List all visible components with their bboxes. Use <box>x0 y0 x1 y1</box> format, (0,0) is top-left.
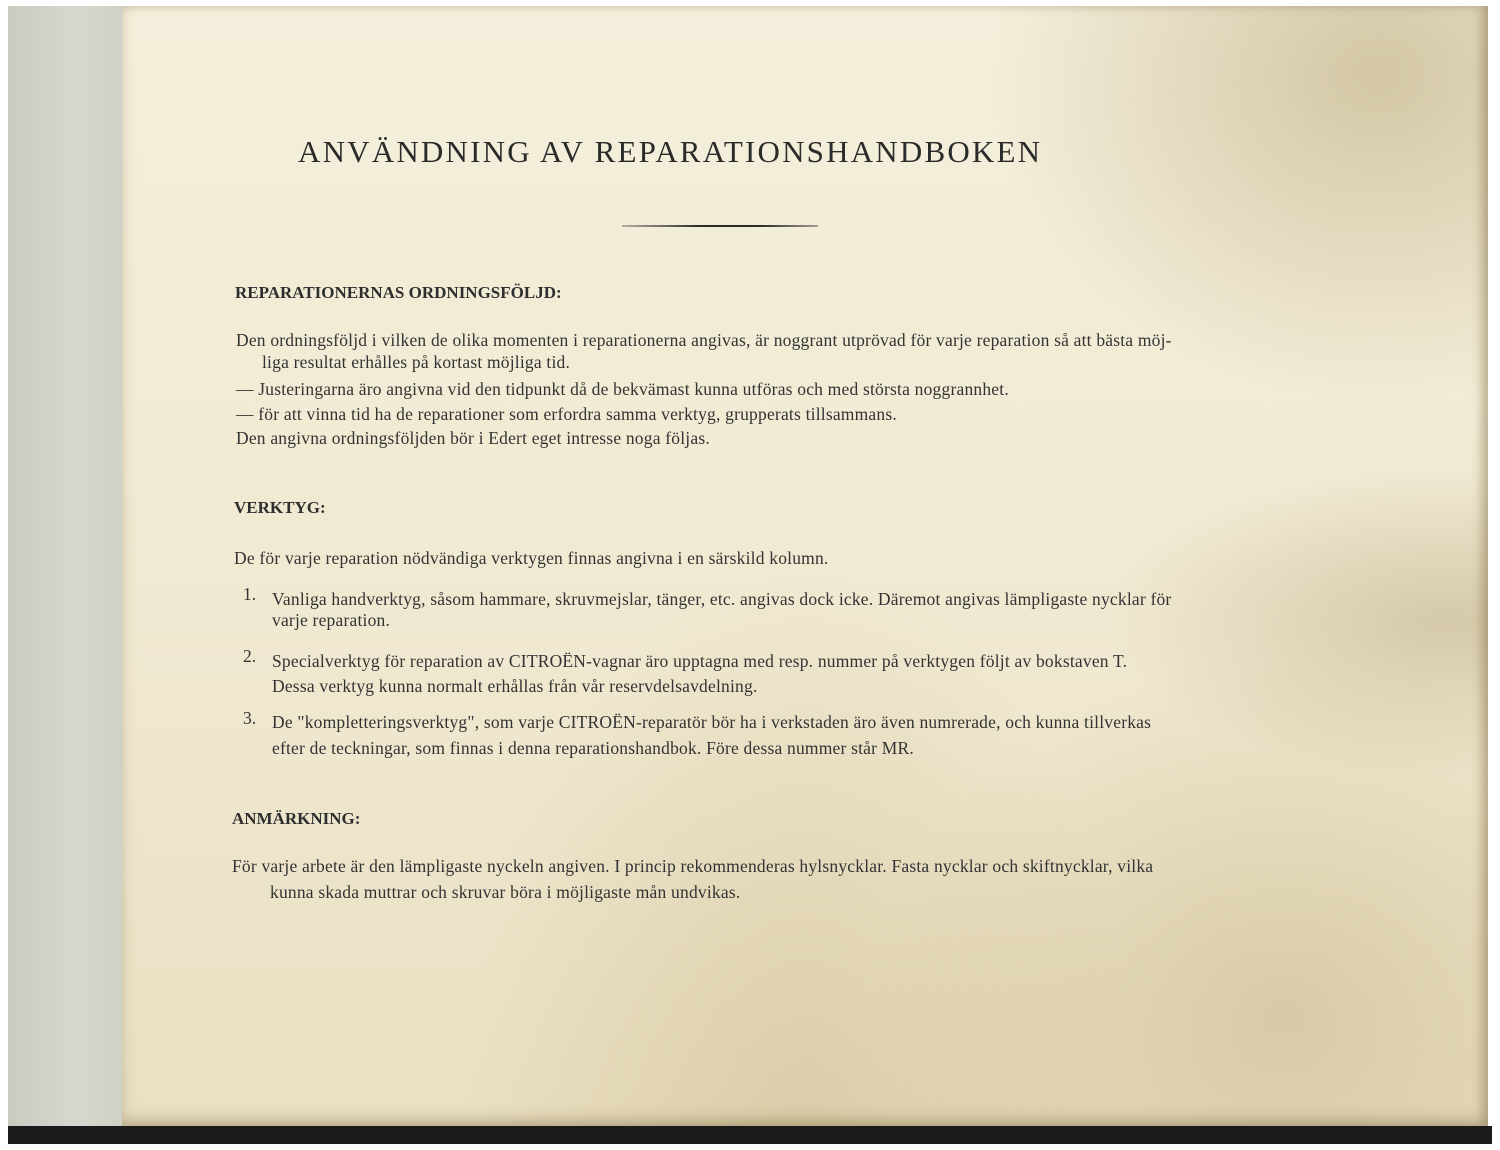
order-text-line: Den angivna ordningsföljden bör i Edert eget intresse noga följas. <box>236 428 710 448</box>
list-item-number: 1. <box>243 584 257 604</box>
order-text-line: Den ordningsföljd i vilken de olika momenten i reparationerna angivas, är noggrant utprövad för varje reparation så att bästa möj- <box>236 330 1172 350</box>
list-item-line: efter de teckningar, som finnas i denna reparationshandbok. Före dessa nummer står MR. <box>272 738 914 758</box>
note-text-line: För varje arbete är den lämpligaste nyckeln angiven. I princip rekommenderas hylsnycklar. Fasta nycklar och skiftnycklar, vilka <box>232 856 1154 876</box>
list-item-line: Specialverktyg för reparation av CITROËN-vagnar äro upptagna med resp. nummer på verktygen följt av bokstaven T. <box>272 651 1128 671</box>
section-heading-tools: VERKTYG: <box>234 498 326 517</box>
note-text-line: kunna skada muttrar och skruvar böra i möjligaste mån undvikas. <box>270 882 741 902</box>
list-item-line: Dessa verktyg kunna normalt erhållas från vår reservdelsavdelning. <box>272 676 758 696</box>
order-text-line: — för att vinna tid ha de reparationer som erfordra samma verktyg, grupperats tillsammans. <box>236 404 897 424</box>
list-item-line: De "kompletteringsverktyg", som varje CITROËN-reparatör bör ha i verkstaden äro även numrerade, och kunna tillverkas <box>272 712 1152 732</box>
binding-spine <box>8 6 124 1136</box>
section-heading-note: ANMÄRKNING: <box>232 809 361 828</box>
page-title: ANVÄNDNING AV REPARATIONSHANDBOKEN <box>298 134 1043 169</box>
order-text-line: — Justeringarna äro angivna vid den tidpunkt då de bekvämast kunna utföras och med största noggrannhet. <box>236 379 1009 399</box>
list-item-number: 3. <box>243 708 257 728</box>
order-text-line: liga resultat erhålles på kortast möjliga tid. <box>262 352 571 372</box>
list-item-line: varje reparation. <box>272 610 391 630</box>
title-underline-rule <box>622 225 818 227</box>
section-heading-order: REPARATIONERNAS ORDNINGSFÖLJD: <box>235 283 562 302</box>
page-bottom-edge <box>8 1126 1492 1144</box>
list-item-line: Vanliga handverktyg, såsom hammare, skruvmejslar, tänger, etc. angivas dock icke. Däremot angivas lämpligaste nycklar för <box>272 589 1172 609</box>
tools-intro: De för varje reparation nödvändiga verktygen finnas angivna i en särskild kolumn. <box>234 548 829 568</box>
list-item-number: 2. <box>243 646 257 666</box>
